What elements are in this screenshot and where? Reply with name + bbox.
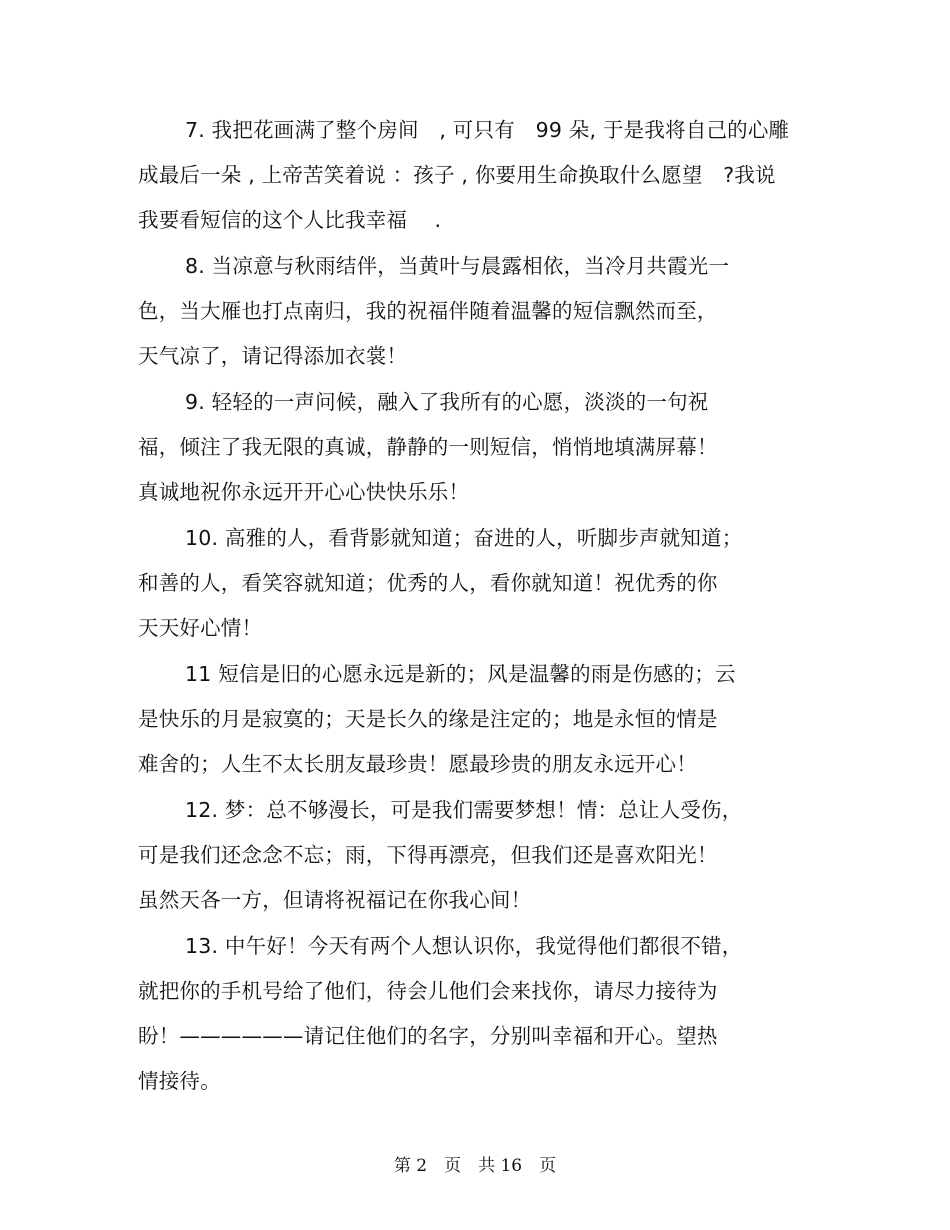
paragraph-11-line-3: 难舍的；人生不太长朋友最珍贵！愿最珍贵的朋友永远开心！: [138, 752, 697, 776]
paragraph-9-line-3: 真诚地祝你永远开开心心快快乐乐！: [138, 480, 470, 504]
paragraph-11-line-2: 是快乐的月是寂寞的；天是长久的缘是注定的；地是永恒的情是: [138, 707, 718, 731]
paragraph-8-line-2: 色，当大雁也打点南归，我的祝福伴随着温馨的短信飘然而至，: [138, 299, 718, 323]
paragraph-12-line-2: 可是我们还念念不忘；雨，下得再漂亮，但我们还是喜欢阳光！: [138, 843, 718, 867]
paragraph-10-line-2: 和善的人，看笑容就知道；优秀的人，看你就知道！祝优秀的你: [138, 571, 718, 595]
paragraph-8-line-1: 8. 当凉意与秋雨结伴，当黄叶与晨露相依，当冷月共霞光一: [185, 254, 730, 278]
paragraph-7-line-3: 我要看短信的这个人比我幸福 .: [138, 208, 442, 232]
paragraph-10-line-3: 天天好心情！: [138, 616, 263, 640]
paragraph-12-line-1: 12. 梦：总不够漫长，可是我们需要梦想！情：总让人受伤，: [185, 798, 743, 822]
paragraph-11-line-1: 11 短信是旧的心愿永远是新的；风是温馨的雨是伤感的；云: [185, 662, 736, 686]
paragraph-10-line-1: 10. 高雅的人，看背影就知道；奋进的人，听脚步声就知道；: [185, 526, 743, 550]
paragraph-12-line-3: 虽然天各一方，但请将祝福记在你我心间！: [138, 888, 532, 912]
paragraph-7-line-1: 7. 我把花画满了整个房间 , 可只有 99 朵, 于是我将自己的心雕: [185, 118, 790, 142]
page-number-footer: 第 2 页 共 16 页: [393, 1156, 557, 1176]
paragraph-13-line-2: 就把你的手机号给了他们，待会儿他们会来找你，请尽力接待为: [138, 979, 718, 1003]
paragraph-7-line-2: 成最后一朵 , 上帝苦笑着说 ：孩子 , 你要用生命换取什么愿望 ?我说: [138, 163, 776, 187]
paragraph-9-line-2: 福，倾注了我无限的真诚，静静的一则短信，悄悄地填满屏幕！: [138, 435, 718, 459]
paragraph-13-line-4: 情接待。: [138, 1069, 221, 1093]
paragraph-13-line-3: 盼！——————请记住他们的名字，分别叫幸福和开心。望热: [138, 1024, 718, 1048]
paragraph-13-line-1: 13. 中午好！今天有两个人想认识你，我觉得他们都很不错，: [185, 934, 743, 958]
paragraph-8-line-3: 天气凉了，请记得添加衣裳！: [138, 344, 408, 368]
paragraph-9-line-1: 9. 轻轻的一声问候，融入了我所有的心愿，淡淡的一句祝: [185, 390, 709, 414]
